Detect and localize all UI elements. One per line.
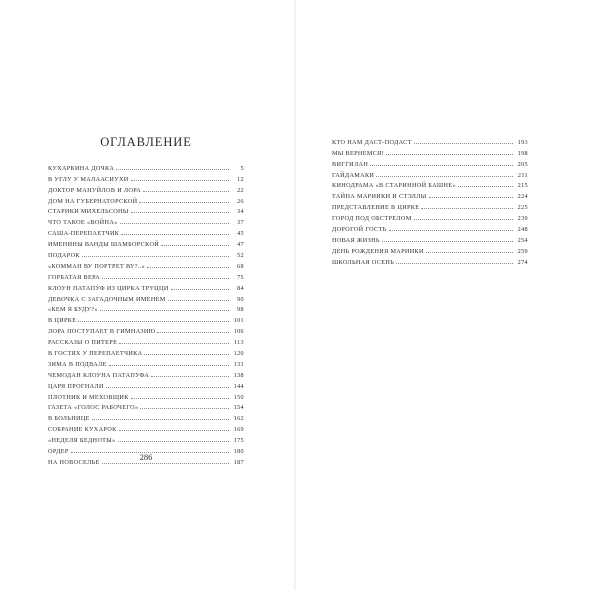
- toc-entry-title: СТАРИКИ МИХЕЛЬСОНЫ: [48, 208, 129, 216]
- toc-entry: [48, 248, 244, 259]
- toc-entry: [48, 161, 244, 172]
- toc-entry-page: 113: [233, 339, 244, 347]
- toc-entry-page: 45: [237, 230, 244, 238]
- dot-leader: [370, 165, 513, 166]
- toc-entry-title: «НЕДЕЛЯ БЕДНОТЫ»: [48, 437, 116, 445]
- toc-entry: [48, 357, 244, 368]
- dot-leader: [82, 256, 229, 257]
- toc-entry-page: 131: [233, 360, 244, 368]
- toc-entry: [48, 281, 244, 292]
- toc-entry-title: ПЛОТНИК И МЕХОВЩИК: [48, 393, 129, 401]
- toc-entry-page: 162: [233, 415, 244, 423]
- dot-leader: [414, 219, 513, 220]
- toc-entry: [332, 244, 528, 255]
- toc-entry-title: РАССКАЗЫ О ПИТЕРЕ: [48, 339, 118, 347]
- dot-leader: [396, 263, 513, 264]
- toc-entry-title: ВИГГИЛАН: [332, 160, 369, 168]
- toc-entry-title: ГАЙДАМАКИ: [332, 171, 375, 179]
- dot-leader: [386, 154, 513, 155]
- toc-entry-title: ЧЕМОДАН КЛОУНА ПАТАПУФА: [48, 371, 150, 379]
- toc-entry-page: 68: [237, 262, 244, 270]
- toc-entry-title: ПРЕДСТАВЛЕНИЕ В ЦИРКЕ: [332, 204, 420, 212]
- book-gutter: [294, 0, 296, 590]
- toc-entry-title: КУХАРКИНА ДОЧКА: [48, 164, 115, 172]
- dot-leader: [139, 202, 229, 203]
- dot-leader: [131, 212, 229, 213]
- toc-entry-title: ДЕНЬ РОЖДЕНИЯ МАРИИКИ: [332, 247, 424, 255]
- toc-entry-title: ГАЗЕТА «ГОЛОС РАБОЧЕГО»: [48, 404, 139, 412]
- dot-leader: [144, 354, 229, 355]
- toc-entry: [48, 390, 244, 401]
- dot-leader: [102, 463, 229, 464]
- toc-entry-title: ШКОЛЬНАЯ ОСЕНЬ: [332, 258, 395, 266]
- toc-right-column: [332, 135, 528, 266]
- toc-entry-page: 225: [517, 204, 528, 212]
- toc-entry: [332, 157, 528, 168]
- dot-leader: [168, 300, 229, 301]
- toc-entry-page: 120: [233, 350, 244, 358]
- toc-entry: [48, 183, 244, 194]
- dot-leader: [140, 408, 229, 409]
- toc-entry-page: 259: [517, 247, 528, 255]
- toc-entry: [332, 211, 528, 222]
- toc-entry: [332, 179, 528, 190]
- toc-entry-page: 98: [237, 306, 244, 314]
- dot-leader: [100, 310, 229, 311]
- toc-entry-title: КЛОУН ПАТАПУФ ИЗ ЦИРКА ТРУЦЦИ: [48, 284, 169, 292]
- toc-entry: [48, 194, 244, 205]
- dot-leader: [421, 208, 513, 209]
- toc-entry-title: САША-ПЕРЕПАЕТЧИК: [48, 230, 120, 238]
- dot-leader: [382, 241, 513, 242]
- toc-entry-page: 75: [237, 273, 244, 281]
- toc-entry: [48, 303, 244, 314]
- dot-leader: [161, 245, 229, 246]
- toc-entry: [48, 335, 244, 346]
- toc-entry-page: 254: [517, 236, 528, 244]
- toc-entry-page: 47: [237, 241, 244, 249]
- toc-entry: [48, 313, 244, 324]
- dot-leader: [118, 441, 230, 442]
- toc-entry-page: 34: [237, 208, 244, 216]
- toc-entry: [48, 411, 244, 422]
- toc-entry-page: 274: [517, 258, 528, 266]
- toc-entry-title: «КЕМ Я БУДУ?»: [48, 306, 98, 314]
- toc-entry-page: 26: [237, 197, 244, 205]
- dot-leader: [171, 289, 229, 290]
- dot-leader: [376, 176, 513, 177]
- toc-entry-title: «КОММАН ВУ ПОРТРЕТ ВУ?..»: [48, 262, 146, 270]
- toc-entry-page: 144: [233, 382, 244, 390]
- dot-leader: [121, 234, 229, 235]
- toc-entry-title: ДЕВОЧКА С ЗАГАДОЧНЫМ ИМЕНЕМ: [48, 295, 166, 303]
- dot-leader: [120, 223, 229, 224]
- dot-leader: [414, 143, 513, 144]
- toc-entry-page: 193: [517, 138, 528, 146]
- toc-entry-page: 211: [517, 171, 528, 179]
- toc-entry: [48, 324, 244, 335]
- toc-entry-title: КТО НАМ ДАСТ-ПОДАСТ: [332, 138, 412, 146]
- dot-leader: [109, 365, 229, 366]
- toc-entry-page: 205: [517, 160, 528, 168]
- dot-leader: [131, 180, 229, 181]
- toc-entry: [48, 368, 244, 379]
- toc-entry-page: 215: [517, 182, 528, 190]
- toc-entry-title: ГОРБАТАЯ ВЕРА: [48, 273, 100, 281]
- dot-leader: [131, 398, 229, 399]
- toc-entry-page: 22: [237, 186, 244, 194]
- dot-leader: [116, 169, 229, 170]
- toc-entry-page: 187: [233, 458, 244, 466]
- dot-leader: [119, 430, 229, 431]
- toc-entry: [48, 401, 244, 412]
- toc-entry-title: ОРДЕР: [48, 448, 69, 456]
- toc-entry-page: 180: [233, 448, 244, 456]
- dot-leader: [92, 419, 229, 420]
- toc-entry-page: 248: [517, 226, 528, 234]
- toc-entry: [332, 189, 528, 200]
- toc-entry-title: В ЦИРКЕ: [48, 317, 77, 325]
- toc-entry-title: ИМЕНИНЫ ВАНДЫ ШАМБОРСКОЙ: [48, 241, 160, 249]
- toc-entry: [332, 168, 528, 179]
- toc-entry-title: СОБРАНИЕ КУХАРОК: [48, 426, 117, 434]
- toc-entry: [48, 226, 244, 237]
- toc-entry-title: ЦАРЯ ПРОГНАЛИ: [48, 382, 104, 390]
- toc-left-column: [48, 161, 244, 466]
- toc-entry-page: 106: [233, 328, 244, 336]
- toc-entry: [332, 200, 528, 211]
- toc-entry-page: 37: [237, 219, 244, 227]
- toc-entry: [48, 346, 244, 357]
- toc-entry-title: ЛОРА ПОСТУПАЕТ В ГИМНАЗИЮ: [48, 328, 156, 336]
- toc-entry-title: ГОРОД ПОД ОБСТРЕЛОМ: [332, 215, 412, 223]
- page-number: 286: [139, 452, 153, 462]
- toc-entry-title: В БОЛЬНИЦЕ: [48, 415, 90, 423]
- toc-entry-title: ЗИМА В ПОДВАЛЕ: [48, 360, 107, 368]
- dot-leader: [458, 186, 513, 187]
- toc-entry-title: МЫ ВЕРНЕМСЯ!: [332, 149, 385, 157]
- toc-entry: [48, 379, 244, 390]
- dot-leader: [147, 267, 229, 268]
- toc-entry: [48, 205, 244, 216]
- toc-entry-page: 101: [233, 317, 244, 325]
- toc-entry: [332, 222, 528, 233]
- toc-entry: [48, 215, 244, 226]
- dot-leader: [78, 321, 229, 322]
- toc-entry-page: 150: [233, 393, 244, 401]
- dot-leader: [106, 387, 229, 388]
- toc-entry: [48, 270, 244, 281]
- toc-entry: [48, 237, 244, 248]
- toc-entry: [332, 233, 528, 244]
- toc-entry: [332, 135, 528, 146]
- toc-entry-page: 198: [517, 149, 528, 157]
- toc-entry: [332, 255, 528, 266]
- dot-leader: [389, 230, 513, 231]
- toc-entry-page: 224: [517, 193, 528, 201]
- dot-leader: [157, 332, 229, 333]
- toc-entry-page: 169: [233, 426, 244, 434]
- toc-entry-title: ЧТО ТАКОЕ «ВОЙНА»: [48, 219, 118, 227]
- toc-entry: [48, 433, 244, 444]
- toc-entry-page: 138: [233, 371, 244, 379]
- toc-entry-title: ТАЙНА МАРИИКИ И СТЭЛЛЫ: [332, 193, 427, 201]
- dot-leader: [151, 376, 229, 377]
- toc-entry-page: 84: [237, 284, 244, 292]
- toc-entry-title: КИНОДРАМА «В СТАРИННОЙ БАШНЕ»: [332, 182, 456, 190]
- toc-entry: [48, 292, 244, 303]
- toc-entry: [48, 422, 244, 433]
- toc-entry-title: НОВАЯ ЖИЗНЬ: [332, 236, 380, 244]
- toc-entry: [48, 259, 244, 270]
- dot-leader: [119, 343, 229, 344]
- dot-leader: [102, 278, 229, 279]
- toc-title: ОГЛАВЛЕНИЕ: [100, 135, 192, 149]
- toc-entry-page: 154: [233, 404, 244, 412]
- toc-entry-page: 52: [237, 252, 244, 260]
- toc-entry-page: 12: [237, 175, 244, 183]
- toc-entry: [332, 146, 528, 157]
- toc-entry: [48, 172, 244, 183]
- toc-entry-page: 175: [233, 437, 244, 445]
- toc-entry-title: ДОКТОР МАНУЙЛОВ И ЛОРА: [48, 186, 142, 194]
- dot-leader: [426, 252, 513, 253]
- dot-leader: [429, 197, 514, 198]
- toc-entry-title: ПОДАРОК: [48, 252, 80, 260]
- toc-entry-page: 5: [240, 164, 244, 172]
- toc-entry-page: 239: [517, 215, 528, 223]
- toc-entry-title: НА НОВОСЕЛЬЕ: [48, 458, 100, 466]
- toc-entry-title: В ГОСТЯХ У ПЕРЕПАЕТЧИКА: [48, 350, 143, 358]
- toc-entry-title: ДОМ НА ГУБЕРНАТОРСКОЙ: [48, 197, 138, 205]
- toc-entry-title: В УГЛУ У МАЛААСИУХИ: [48, 175, 129, 183]
- dot-leader: [143, 191, 229, 192]
- toc-entry-page: 90: [237, 295, 244, 303]
- toc-entry-title: ДОРОГОЙ ГОСТЬ: [332, 226, 387, 234]
